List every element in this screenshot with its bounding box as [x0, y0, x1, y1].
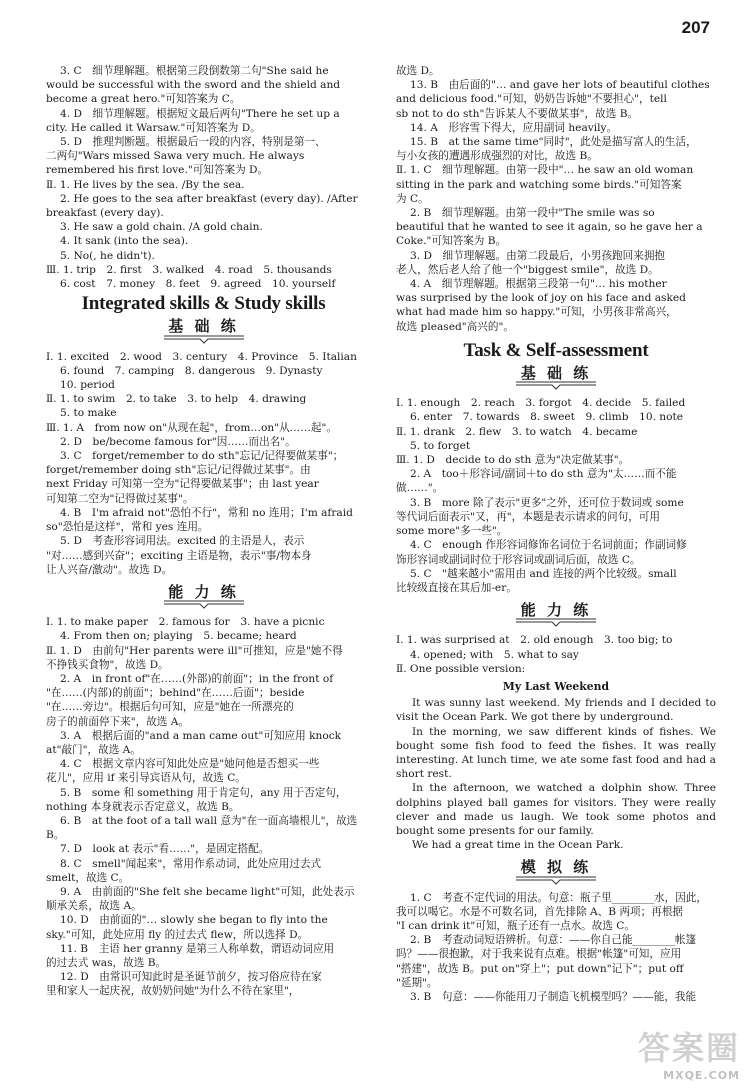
answer-line: 11. B 主语 her granny 是第三人称单数，谓语动词应用: [60, 942, 335, 955]
answer-line: 吗？——很抱歉，对于我来说有点难。根据"帐篷"可知，应用: [396, 948, 682, 961]
answer-line: 2. He goes to the sea after breakfast (every day). /After: [60, 192, 358, 205]
answer-block: [396, 64, 716, 334]
answer-line: 饰形容词或副词时位于形容词或副词后面，故选 C。: [396, 553, 641, 566]
answer-line: 6. B at the foot of a tall wall 意为"在一面高墙根儿"，故选: [60, 814, 358, 827]
section-title: Integrated skills & Study skills: [81, 293, 326, 315]
answer-line: 1. C 考查不定代词的用法。句意：瓶子里________水，因此，: [410, 891, 708, 904]
answer-line: 3. B 句意：——你能用刀子制造飞机模型吗？——能，我能: [410, 990, 697, 1003]
answer-line: forget/remember doing sth"忘记/记得做过某事"。由: [46, 464, 311, 477]
answer-line: 3. C forget/remember to do sth"忘记/记得要做某事"；: [60, 450, 344, 463]
answer-line: and delicious food."可知，奶奶告诉她"不要担心"，tell: [396, 93, 667, 106]
answer-line: Ⅱ. 1. D 由前句"Her parents were ill"可推知，应是"她不得: [46, 644, 343, 657]
answer-line: beautiful that he wanted to see it again, so he gave her a: [396, 221, 703, 234]
answer-line: 8. C smell"闻起来"，常用作系动词，此处应用过去式: [60, 857, 322, 870]
section-heading-ability: 能 力 练: [520, 601, 592, 620]
answer-line: 4. A 细节理解题。根据第三段第一句"… his mother: [410, 278, 667, 291]
right-column: [396, 64, 716, 1004]
ornament-icon: [496, 380, 616, 390]
answer-block: [46, 615, 361, 998]
answer-line: so"恐怕是这样"，常和 yes 连用。: [46, 521, 209, 534]
answer-line: nothing 本身就表示否定意义，故选 B。: [46, 800, 240, 813]
answer-line: Ⅰ. 1. was surprised at 2. old enough 3. too big; to: [396, 634, 673, 647]
answer-line: smelt，故选 C。: [46, 871, 130, 884]
answer-line: 让人兴奋/激动"。故选 D。: [46, 563, 173, 576]
answer-line: Coke."可知答案为 B。: [396, 235, 507, 248]
answer-line: 13. B 由后面的"… and gave her lots of beautiful clothes: [410, 79, 710, 92]
answer-line: 2. A in front of"在……(外部)的前面"；in the front of: [60, 672, 334, 685]
answer-line: 等代词后面表示"又，再"，本题是表示请求的问句，可用: [396, 510, 660, 523]
answer-block: [396, 633, 716, 676]
ornament-icon: [496, 875, 616, 885]
answer-line: "在……(内部)的前面"；behind"在……后面"；beside: [46, 687, 305, 700]
answer-line: 6. enter 7. towards 8. sweet 9. climb 10. note: [410, 411, 684, 424]
answer-line: Ⅱ. 1. drank 2. flew 3. to watch 4. became: [396, 425, 638, 438]
answer-line: 10. period: [60, 379, 115, 392]
answer-line: 4. It sank (into the sea).: [60, 235, 189, 248]
answer-line: remembered his first love."可知答案为 D。: [46, 164, 269, 177]
answer-line: 2. B 细节理解题。由第一段中"The smile was so: [410, 207, 655, 220]
answer-line: 3. D 细节理解题。由第二段最后，小男孩跑回来拥抱: [410, 249, 666, 262]
answer-line: "延期"。: [396, 976, 438, 989]
left-column: [46, 64, 361, 999]
answer-line: Ⅰ. 1. enough 2. reach 3. forgot 4. decide 5. failed: [396, 397, 686, 410]
answer-line: was surprised by the look of joy on his face and asked: [396, 292, 686, 305]
answer-line: 3. A 根据后面的"and a man came out"可知应用 knock: [60, 729, 342, 742]
answer-line: next Friday 可知第一空为"记得要做某事"；由 last year: [46, 478, 319, 491]
essay-paragraph: In the morning, we saw different kinds of fishes. We bought some fish food to feed the fishes. It was really interesting. At lunch time, we ate some fast food and had a short rest.: [396, 725, 716, 781]
answer-line: 故选 pleased"高兴的"。: [396, 320, 514, 333]
answer-line: 3. He saw a gold chain. /A gold chain.: [60, 221, 263, 234]
ornament-icon: [496, 617, 616, 627]
answer-line: 顺承关系，故选 A。: [46, 900, 142, 913]
answer-line: "I can drink it"可知，瓶子还有一点水。故选 C。: [396, 919, 636, 932]
answer-block: [46, 350, 361, 577]
answer-line: Ⅰ. 1. excited 2. wood 3. century 4. Province 5. Italian: [46, 350, 357, 363]
answer-line: 与小女孩的遭遇形成强烈的对比，故选 B。: [396, 150, 598, 163]
answer-line: 4. B I'm afraid not"恐怕不行"，常和 no 连用；I'm afraid: [60, 506, 353, 519]
answer-line: 4. C 根据文章内容可知此处应是"她问他是否想买一些: [60, 758, 320, 771]
answer-line: at"敲门"，故选 A。: [46, 743, 141, 756]
answer-line: 做……"。: [396, 482, 444, 495]
answer-line: 12. D 由常识可知此时是圣诞节前夕，按习俗应待在家: [60, 971, 322, 984]
answer-line: 比较级直接在其后加-er。: [396, 581, 517, 594]
answer-line: 老人，然后老人给了他一个"biggest smile"，故选 D。: [396, 263, 659, 276]
answer-block: [396, 891, 716, 1005]
answer-line: 6. cost 7. money 8. feet 9. agreed 10. yourself: [60, 278, 336, 291]
answer-line: 9. A 由前面的"She felt she became light"可知，此处表示: [60, 885, 355, 898]
answer-line: would be successful with the sword and the shield and: [46, 79, 341, 92]
answer-line: sky."可知，此处应用 fly 的过去式 flew，所以选择 D。: [46, 928, 309, 941]
answer-line: 不挣钱买食物"，故选 D。: [46, 658, 169, 671]
answer-line: 5. No(, he didn't).: [60, 249, 155, 262]
answer-line: 我可以喝它。水是不可数名词，首先排除 A、B 两项；再根据: [396, 905, 684, 918]
answer-line: 房子的前面停下来"，故选 A。: [46, 715, 190, 728]
answer-line: 15. B at the same time"同时"，此处是描写富人的生活，: [410, 136, 697, 149]
answer-line: 2. D be/become famous for"因……而出名"。: [60, 435, 296, 448]
answer-line: "对……感到兴奋"；exciting 主语是物，表示"事/物本身: [46, 549, 312, 562]
ornament-icon: [144, 599, 264, 609]
answer-line: sitting in the park and watching some birds."可知答案: [396, 178, 682, 191]
answer-line: B。: [46, 829, 65, 842]
answer-line: what had made him so happy."可知，小男孩非常高兴，: [396, 306, 677, 319]
answer-line: Ⅲ. 1. trip 2. first 3. walked 4. road 5. thousands: [46, 263, 332, 276]
essay-paragraph: In the afternoon, we watched a dolphin show. Three dolphins played ball games for visitors. They were really clever and made us laugh. We took some photos and bought some presents for our family.: [396, 782, 716, 837]
answer-line: 3. C 细节理解题。根据第三段倒数第二句"She said he: [60, 65, 329, 77]
answer-line: some more"多一些"。: [396, 525, 508, 538]
essay-paragraph: It was sunny last weekend. My friends and I decided to visit the Ocean Park. We got there by underground.: [396, 697, 716, 724]
answer-line: 为 C。: [396, 192, 429, 205]
answer-line: sb not to do sth"告诉某人不要做某事"，故选 B。: [396, 107, 639, 120]
watermark-logo: 答案圈 MXQE.COM: [637, 1029, 740, 1082]
answer-line: "在……旁边"。根据后句可知，应是"她在一所漂亮的: [46, 701, 294, 714]
answer-line: Ⅱ. 1. to swim 2. to take 3. to help 4. drawing: [46, 393, 307, 406]
section-heading-basic: 基 础 练: [168, 317, 239, 336]
answer-line: 故选 D。: [396, 65, 440, 77]
answer-line: 7. D look at 表示"看……"，是固定搭配。: [60, 843, 270, 856]
model-essay: [396, 680, 716, 852]
answer-line: 2. A too＋形容词/副词＋to do sth 意为"太……而不能: [410, 468, 677, 481]
essay-paragraph: We had a great time in the Ocean Park.: [412, 839, 624, 852]
answer-line: 5. D 考查形容词用法。excited 的主语是人，表示: [60, 535, 305, 548]
answer-line: breakfast (every day).: [46, 207, 164, 220]
answer-line: 6. found 7. camping 8. dangerous 9. Dynasty: [60, 364, 323, 377]
answer-line: Ⅱ. 1. He lives by the sea. /By the sea.: [46, 178, 245, 191]
answer-line: Ⅲ. 1. A from now on"从现在起"，from…on"从……起"。: [46, 421, 337, 434]
answer-line: Ⅱ. One possible version:: [396, 662, 526, 675]
section-heading-ability: 能 力 练: [168, 582, 239, 601]
answer-line: 10. D 由前面的"… slowly she began to fly into the: [60, 914, 328, 927]
answer-line: 花儿"，应用 if 来引导宾语从句，故选 C。: [46, 772, 246, 785]
answer-line: 3. B more 除了表示"更多"之外，还可位于数词或 some: [410, 496, 684, 509]
answer-line: 5. B some 和 something 用于肯定句，any 用于否定句，: [60, 786, 347, 799]
page-number: 207: [681, 18, 710, 37]
answer-line: become a great hero."可知答案为 C。: [46, 93, 241, 106]
answer-line: 4. D 细节理解题。根据短文最后两句"There he set up a: [60, 107, 340, 120]
answer-line: 5. D 推理判断题。根据最后一段的内容，特别是第一、: [60, 136, 326, 149]
answer-line: 里和家人一起庆祝，故奶奶问她"为什么不待在家里"，: [46, 985, 300, 998]
essay-title: My Last Weekend: [502, 679, 610, 693]
section-heading-basic: 基 础 练: [520, 364, 592, 383]
section-title: Task & Self-assessment: [463, 339, 649, 361]
answer-line: Ⅰ. 1. to make paper 2. famous for 3. have a picnic: [46, 616, 325, 629]
answer-line: 5. C "越来越小"需用由 and 连接的两个比较级。small: [410, 567, 677, 580]
answer-line: 5. to make: [60, 407, 117, 420]
answer-line: 4. C enough 作形容词修饰名词位于名词前面；作副词修: [410, 539, 687, 552]
ornament-icon: [144, 334, 264, 344]
answer-line: 的过去式 was，故选 B。: [46, 956, 167, 969]
section-heading-mock: 模 拟 练: [520, 858, 592, 877]
answer-line: 4. From then on; playing 5. became; heard: [60, 630, 297, 643]
answer-line: 二两句"Wars missed Sawa very much. He always: [46, 150, 305, 163]
answer-line: Ⅱ. 1. C 细节理解题。由第一段中"… he saw an old woman: [396, 164, 694, 177]
answer-line: 14. A 形容雪下得大，应用副词 heavily。: [410, 121, 618, 134]
answer-line: 4. opened; with 5. what to say: [410, 648, 579, 661]
answer-block: [46, 64, 361, 291]
answer-line: 可知第二空为"记得做过某事"。: [46, 492, 194, 505]
answer-line: city. He called it Warsaw."可知答案为 D。: [46, 121, 261, 134]
answer-line: Ⅲ. 1. D decide to do sth 意为"决定做某事"。: [396, 454, 630, 467]
answer-line: "搭建"，故选 B。put on"穿上"；put down"记下"；put off: [396, 962, 684, 975]
answer-line: 2. B 考查动词短语辨析。句意：——你自己能________帐篷: [410, 934, 697, 947]
answer-line: 5. to forget: [410, 439, 471, 452]
answer-block: [396, 396, 716, 595]
